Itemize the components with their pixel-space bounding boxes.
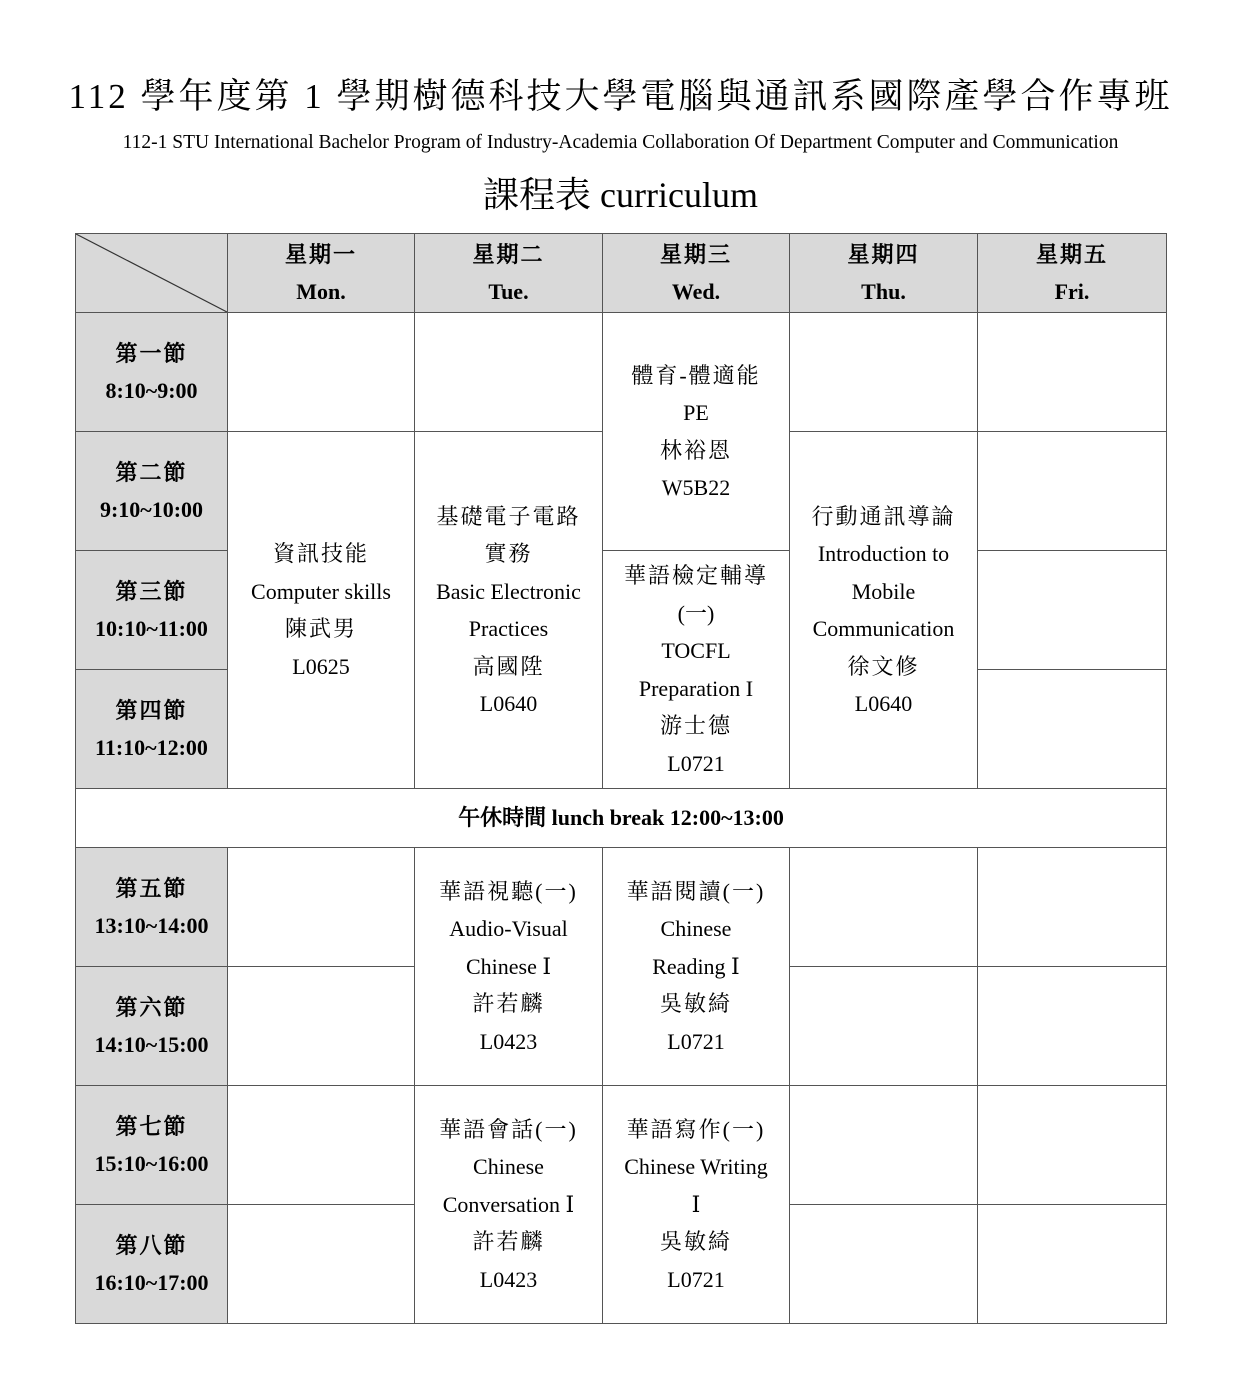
period-name: 第七節 (115, 1113, 188, 1139)
empty-cell (790, 848, 978, 967)
course-teacher: 許若麟 (472, 1229, 545, 1255)
curriculum-heading: 課程表 curriculum (483, 175, 758, 215)
period-name: 第八節 (115, 1232, 188, 1258)
course-name-en: Chinese (473, 1154, 544, 1180)
period-2 (76, 432, 228, 551)
course-room: L0721 (667, 1028, 725, 1054)
day-en: Mon. (296, 279, 346, 304)
corner-cell (76, 234, 228, 313)
period-time: 10:10~11:00 (95, 616, 208, 641)
course-name-en: Communication (812, 616, 955, 641)
course-name-en: Practices (468, 616, 549, 641)
day-zh: 星期三 (659, 241, 732, 267)
period-6 (76, 967, 228, 1086)
diagonal-line (76, 234, 227, 312)
course-cell-tue-electronic (415, 432, 603, 789)
day-en: Thu. (861, 279, 906, 304)
course-name-en: Mobile (851, 578, 916, 604)
period-time: 9:10~10:00 (99, 497, 204, 522)
day-zh: 星期四 (847, 241, 920, 267)
course-room: L0640 (854, 691, 913, 716)
course-name-zh: 華語會話(一) (439, 1116, 578, 1142)
course-name-zh: 實務 (484, 541, 533, 566)
course-cell-wed-tocfl (603, 551, 790, 789)
course-name-zh: 華語閱讀(一) (626, 878, 766, 904)
period-time: 15:10~16:00 (94, 1151, 209, 1176)
course-teacher: 吳敏綺 (659, 1229, 732, 1255)
course-room: L0721 (667, 1266, 725, 1292)
course-cell-wed-writing (603, 1086, 790, 1324)
day-header-tue (415, 234, 603, 313)
empty-cell (978, 1086, 1167, 1205)
period-4 (76, 670, 228, 789)
empty-cell (228, 313, 415, 432)
empty-cell (978, 670, 1167, 789)
empty-cell (790, 967, 978, 1086)
day-zh: 星期二 (472, 241, 545, 267)
day-zh: 星期一 (284, 241, 357, 267)
period-name: 第四節 (115, 697, 188, 723)
lunch-break-row: 午休時間 lunch break 12:00~13:00 (76, 789, 1167, 848)
period-name: 第二節 (115, 459, 188, 485)
period-name: 第三節 (115, 578, 188, 604)
empty-cell (978, 1205, 1167, 1324)
course-teacher: 徐文修 (847, 653, 920, 679)
course-name-en: Chinese Writing (624, 1154, 768, 1180)
course-cell-tue-conversation (415, 1086, 603, 1324)
empty-cell (790, 1086, 978, 1205)
course-name-en: Preparation I (638, 675, 754, 701)
course-name-zh: 基礎電子電路 (436, 503, 581, 529)
page-title: 112 學年度第 1 學期樹德科技大學電腦與通訊系國際產學合作專班 (68, 77, 1173, 116)
course-name-zh: 華語視聽(一) (439, 878, 578, 904)
empty-cell (228, 1205, 415, 1324)
empty-cell (978, 967, 1167, 1086)
period-1 (76, 313, 228, 432)
course-room: L0721 (667, 750, 725, 776)
period-time: 13:10~14:00 (94, 913, 209, 938)
empty-cell (790, 313, 978, 432)
day-header-mon (228, 234, 415, 313)
course-name-en: TOCFL (661, 638, 731, 663)
course-teacher: 許若麟 (472, 991, 545, 1017)
course-room: L0640 (479, 691, 538, 716)
day-zh: 星期五 (1035, 241, 1108, 267)
day-header-fri (978, 234, 1167, 313)
empty-cell (415, 313, 603, 432)
period-time: 8:10~9:00 (105, 378, 198, 403)
course-name-zh: 體育-體適能 (631, 362, 761, 388)
course-cell-thu-mobile (790, 432, 978, 789)
period-name: 第一節 (115, 340, 188, 366)
course-name-en: PE (683, 400, 709, 425)
course-name-en: Computer skills (251, 578, 391, 604)
course-teacher: 吳敏綺 (659, 991, 732, 1017)
empty-cell (228, 848, 415, 967)
course-name-en: Chinese Ⅰ (465, 953, 552, 979)
course-cell-tue-audio (415, 848, 603, 1086)
course-name-zh: 行動通訊導論 (811, 503, 956, 529)
course-name-en: Ⅰ (691, 1191, 701, 1217)
empty-cell (228, 967, 415, 1086)
course-teacher: 游士德 (659, 713, 732, 738)
period-8 (76, 1205, 228, 1324)
period-3 (76, 551, 228, 670)
period-7 (76, 1086, 228, 1205)
course-room: L0423 (479, 1028, 538, 1054)
course-name-en: Chinese (660, 916, 732, 942)
course-cell-wed-reading (603, 848, 790, 1086)
empty-cell (790, 1205, 978, 1324)
period-time: 14:10~15:00 (94, 1032, 209, 1057)
period-time: 11:10~12:00 (95, 735, 208, 760)
course-room: W5B22 (661, 475, 731, 500)
empty-cell (978, 551, 1167, 670)
day-en: Wed. (671, 279, 721, 304)
course-name-zh: 華語檢定輔導 (623, 563, 768, 588)
course-name-en: Audio-Visual (449, 916, 568, 942)
period-5 (76, 848, 228, 967)
course-name-zh: 華語寫作(一) (626, 1116, 766, 1142)
course-name-en: Conversation Ⅰ (442, 1191, 575, 1217)
day-en: Fri. (1054, 279, 1090, 304)
course-name-zh: (一) (677, 600, 715, 626)
day-header-wed (603, 234, 790, 313)
course-cell-wed-pe (603, 313, 790, 551)
course-room: L0423 (479, 1266, 538, 1292)
course-name-zh: 資訊技能 (272, 541, 369, 566)
course-name-en: Introduction to (817, 541, 950, 566)
period-name: 第五節 (115, 875, 188, 901)
timetable (75, 233, 1167, 1324)
course-name-en: Reading Ⅰ (652, 953, 740, 979)
empty-cell (978, 848, 1167, 967)
day-en: Tue. (488, 279, 529, 304)
empty-cell (978, 313, 1167, 432)
period-time: 16:10~17:00 (94, 1270, 209, 1295)
course-name-en: Basic Electronic (436, 578, 581, 604)
course-teacher: 陳武男 (284, 616, 357, 641)
empty-cell (228, 1086, 415, 1205)
page-subtitle: 112-1 STU International Bachelor Program of Industry-Academia Collaboration Of Department Computer and Communication (122, 132, 1119, 153)
course-room: L0625 (292, 653, 350, 679)
course-teacher: 林裕恩 (659, 437, 732, 463)
course-cell-mon-computer (228, 432, 415, 789)
empty-cell (978, 432, 1167, 551)
period-name: 第六節 (115, 994, 188, 1020)
day-header-thu (790, 234, 978, 313)
course-teacher: 高國陞 (472, 653, 545, 679)
